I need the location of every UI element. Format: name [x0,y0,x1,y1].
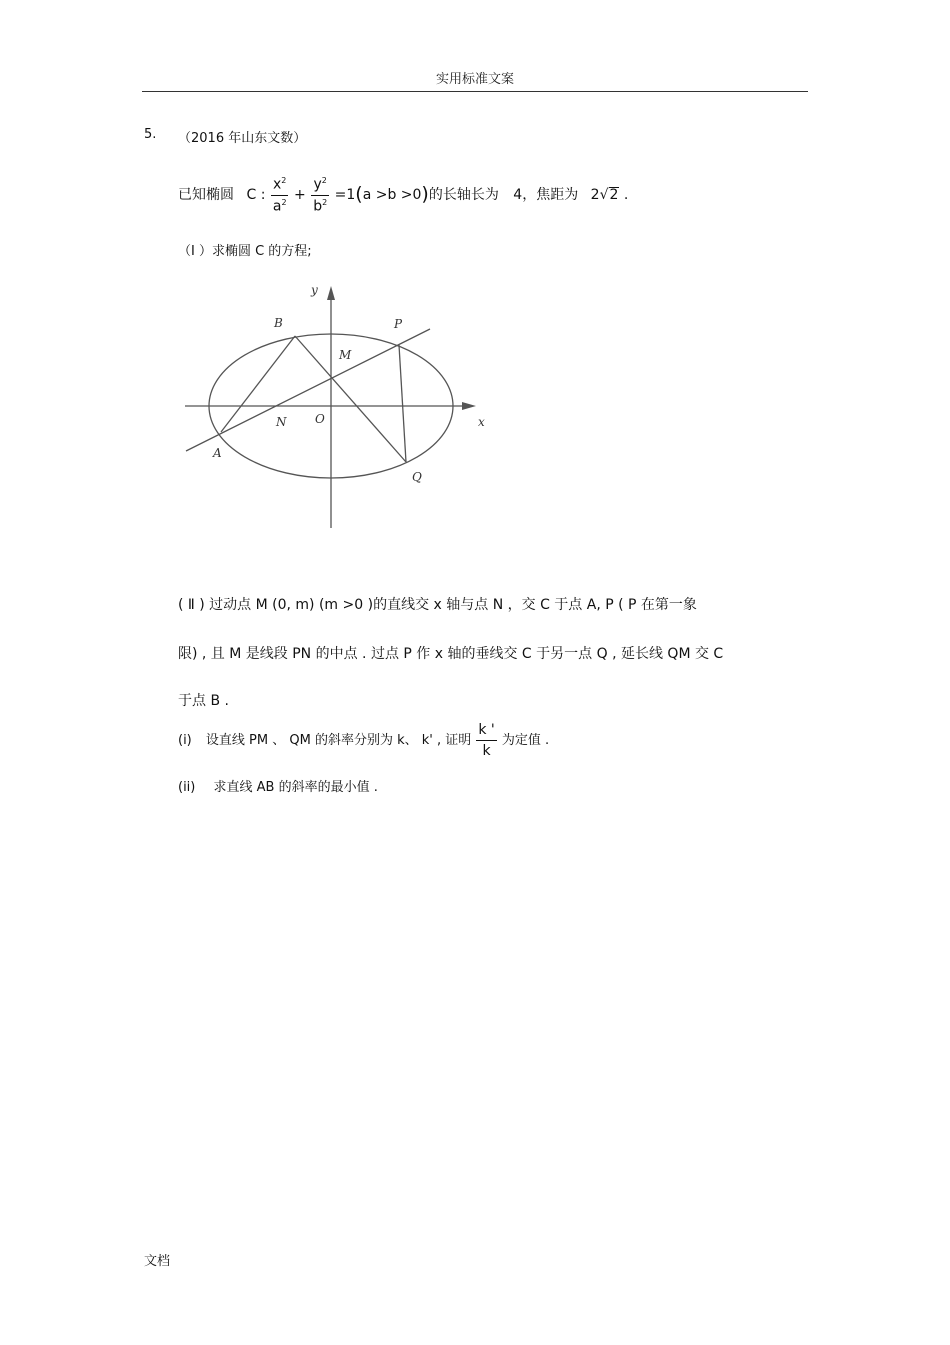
a-var: a [272,198,282,215]
equals-one: =1 [334,187,356,203]
label-N: N [276,415,287,429]
intro-period: . [623,187,629,203]
fraction-y-over-b [311,177,329,213]
focal-label: ，焦距为 [522,187,579,203]
part-2-line-1: ( Ⅱ ) 过动点 M (0, m) (m >0 )的直线交 x 轴与点 N ，交 C 于点 A, P ( P 在第一象 [178,597,697,613]
curve-name: C [246,187,257,203]
fraction-x-over-a [271,177,289,213]
sub-ii-text: 求直线 AB 的斜率的最小值 . [213,780,378,795]
intro-mid: 的长轴长为 [428,187,499,203]
sub-question-i [178,718,549,764]
sub-i-label: (i) [178,733,192,748]
y-axis-arrow [327,286,335,300]
y-var: y [313,176,322,193]
exp: 2 [322,197,328,207]
focal-coef: 2 [590,187,600,203]
part-2-line-3: 于点 B . [178,693,229,709]
label-x-axis: x [478,415,485,429]
sub-i-text: 设直线 PM 、 QM 的斜率分别为 k、 k' , 证明 [205,733,472,748]
b-var: b [313,198,323,215]
frac-denominator: k [482,743,491,759]
condition: a >b >0 [362,187,422,203]
exp: 2 [281,197,287,207]
label-A: A [213,446,222,460]
x-axis-arrow [462,402,476,410]
problem-number: 5. [144,127,157,142]
ellipse-figure [180,280,510,535]
label-M: M [339,348,352,362]
part-2-line-2: 限) , 且 M 是线段 PN 的中点 . 过点 P 作 x 轴的垂线交 C 于另一点 Q , 延长线 QM 交 C [178,646,724,662]
label-Q: Q [412,470,422,484]
header-divider [142,91,808,92]
paren-open: ( [355,183,363,205]
part-1-question: （I ）求椭圆 C 的方程; [178,244,312,259]
fraction-k-prime-over-k [476,723,496,758]
major-axis-value: 4 [513,187,523,203]
sub-i-tail: 为定值 . [501,733,550,748]
label-O: O [315,412,325,426]
x-var: x [273,176,282,193]
colon: : [260,187,266,203]
label-y-axis: y [311,283,318,297]
exp: 2 [281,175,287,185]
problem-source: （2016 年山东文数） [178,131,307,146]
page-header-title: 实用标准文案 [435,72,514,87]
plus-sign: + [294,187,306,203]
paren-close: ) [421,183,429,205]
label-B: B [274,316,283,330]
sub-ii-label: (ii) [178,780,196,795]
radicand: 2 [609,187,619,203]
frac-numerator: k ' [476,723,496,741]
page-footer: 文档 [144,1254,171,1269]
sub-question-ii [178,776,378,795]
problem-intro [178,166,628,222]
segment-PQ [399,345,406,462]
intro-prefix: 已知椭圆 [178,187,234,203]
line-through-M [186,329,430,451]
radical-sign: √ [599,187,609,203]
exp: 2 [321,175,327,185]
label-P: P [394,317,403,331]
